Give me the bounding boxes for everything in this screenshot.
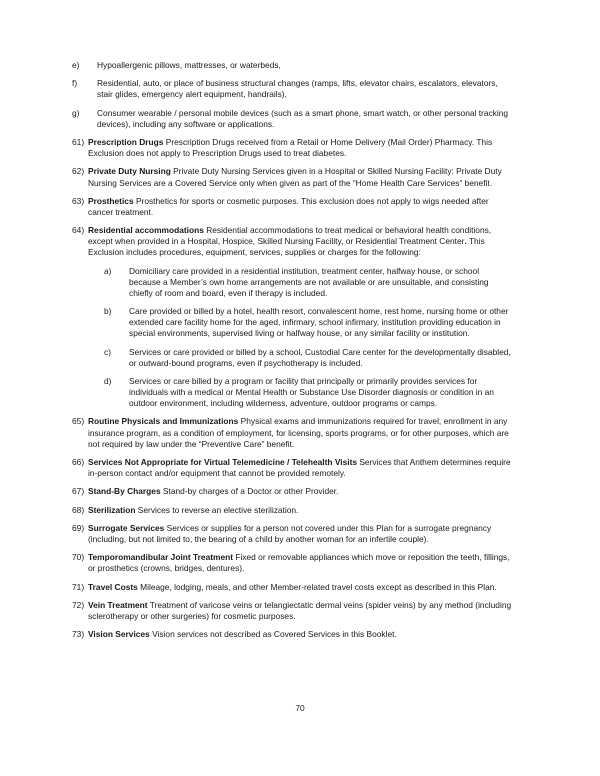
page-content	[72, 60, 512, 648]
exclusion-term: Residential accommodations	[88, 225, 204, 236]
list-item	[72, 78, 512, 100]
exclusion-term: Routine Physicals and Immunizations	[88, 416, 239, 427]
exclusion-item-69	[72, 523, 512, 545]
list-marker: 73)	[72, 629, 85, 640]
exclusion-item-61	[72, 137, 512, 159]
exclusion-term: Stand-By Charges	[88, 486, 161, 497]
exclusion-term: Surrogate Services	[88, 522, 165, 533]
exclusion-text-tail: This Exclusion includes procedures, equipment, services, supplies or charges for the following:	[88, 236, 485, 258]
list-item	[104, 306, 512, 339]
exclusion-term: Travel Costs	[88, 581, 138, 592]
list-item-text: Consumer wearable / personal mobile devices (such as a smart phone, smart watch, or other personal tracking devices), including any software or applications.	[97, 107, 509, 129]
list-marker: f)	[72, 78, 78, 89]
exclusion-term-tail: .	[464, 236, 467, 247]
exclusion-text: Fixed or removable appliances which move or reposition the teeth, fillings, or prosthetics (crowns, bridges, dentures).	[88, 552, 510, 574]
list-marker: 63)	[72, 195, 85, 206]
list-item-text: Domiciliary care provided in a residential institution, treatment center, halfway house, or school because a Member’s own home arrangements are not available or are unsuitable, and consisting chiefly of room and board, even if therapy is included.	[129, 265, 489, 298]
exclusion-text: Services that Anthem determines require in-person contact and/or equipment that cannot be provided remotely.	[88, 456, 511, 478]
exclusion-item-67	[72, 486, 512, 497]
list-item	[72, 60, 512, 71]
list-marker: 66)	[72, 456, 85, 467]
exclusion-term: Temporomandibular Joint Treatment	[88, 552, 234, 563]
list-marker: 68)	[72, 504, 85, 515]
list-item	[72, 108, 512, 130]
list-marker: 62)	[72, 166, 85, 177]
exclusion-term: Sterilization	[88, 504, 136, 515]
exclusion-text: Physical exams and immunizations required for travel, enrollment in any insurance program, as a condition of employment, for licensing, sports programs, or for other purposes, which are not required by law under the “Preventive Care” benefit.	[88, 416, 509, 449]
exclusion-item-66	[72, 457, 512, 479]
exclusion-text: Services or supplies for a person not covered under this Plan for a surrogate pregnancy (including, but not limited to, the bearing of a child by another woman for an infertile couple).	[88, 522, 492, 544]
exclusion-text: Private Duty Nursing Services given in a Hospital or Skilled Nursing Facility: Private Duty Nursing Services are a Covered Service only when given as part of the “Home Health Care Services” benefit.	[88, 166, 502, 188]
continuation-letter-list	[72, 60, 512, 130]
list-marker: 64)	[72, 225, 85, 236]
exclusion-term: Private Duty Nursing	[88, 166, 171, 177]
list-item-text: Residential, auto, or place of business structural changes (ramps, lifts, elevator chairs, escalators, elevators, stair glides, emergency alert equipment, handrails),	[97, 78, 498, 100]
list-marker: c)	[104, 346, 111, 357]
list-marker: 70)	[72, 552, 85, 563]
exclusion-item-73	[72, 629, 512, 640]
list-item-text: Care provided or billed by a hotel, health resort, convalescent home, rest home, nursing home or other extended care facility home for the aged, infirmary, school infirmary, institution providing education in special environments, supervised living or halfway house, or any similar facility or institution.	[129, 306, 509, 339]
exclusion-item-62	[72, 166, 512, 188]
exclusion-term: Prosthetics	[88, 195, 134, 206]
list-marker: 61)	[72, 137, 85, 148]
list-marker: 65)	[72, 416, 85, 427]
exclusion-term: Services Not Appropriate for Virtual Telemedicine / Telehealth Visits	[88, 456, 358, 467]
exclusion-item-68	[72, 505, 512, 516]
exclusion-text: Vision services not described as Covered Services in this Booklet.	[149, 629, 397, 640]
exclusion-text: Prosthetics for sports or cosmetic purposes. This exclusion does not apply to wigs needed after cancer treatment.	[88, 195, 489, 217]
list-item-text: Services or care billed by a program or facility that principally or primarily provides services for individuals with a medical or Mental Health or Substance Use Disorder diagnosis or condition in an outdoor environment, including wilderness, adventure, outdoor programs or camps.	[129, 375, 494, 409]
exclusion-item-63	[72, 196, 512, 218]
list-item-text: Hypoallergenic pillows, mattresses, or waterbeds,	[97, 60, 281, 70]
list-marker: 71)	[72, 581, 85, 592]
exclusion-text: Stand-by charges of a Doctor or other Provider.	[160, 486, 339, 497]
exclusion-text: Mileage, lodging, meals, and other Member-related travel costs except as described in this Plan.	[137, 581, 497, 592]
exclusion-term: Prescription Drugs	[88, 137, 164, 148]
exclusion-64-subitems	[104, 266, 512, 410]
exclusion-text: Services to reverse an elective sterilization.	[135, 504, 299, 515]
exclusions-list	[72, 137, 512, 640]
list-marker: 69)	[72, 522, 85, 533]
exclusion-item-70	[72, 552, 512, 574]
list-item-text: Services or care provided or billed by a school, Custodial Care center for the developmentally disabled, or outward-bound programs, even if psychotherapy is included.	[129, 346, 511, 368]
list-marker: 67)	[72, 486, 85, 497]
exclusion-text: Prescription Drugs received from a Retail or Home Delivery (Mail Order) Pharmacy. This Exclusion does not apply to Prescription Drugs used to treat diabetes.	[88, 137, 493, 159]
exclusion-item-71	[72, 582, 512, 593]
exclusion-term: Vein Treatment	[88, 599, 148, 610]
page-number: 70	[295, 703, 305, 713]
list-marker: 72)	[72, 599, 85, 610]
list-item	[104, 347, 512, 369]
exclusion-item-72	[72, 600, 512, 622]
exclusion-text: Residential accommodations to treat medical or behavioral health conditions, except when provided in a Hospital, Hospice, Skilled Nursing Facility, or Residential Treatment Center	[88, 225, 492, 247]
exclusion-item-65	[72, 416, 512, 449]
exclusion-item-64	[72, 225, 512, 409]
exclusion-text: Treatment of varicose veins or telangiectatic dermal veins (spider veins) by any method (including sclerotherapy or other surgeries) for cosmetic purposes.	[88, 599, 512, 621]
exclusion-term: Vision Services	[88, 629, 150, 640]
list-marker: b)	[104, 306, 112, 317]
list-item	[104, 376, 512, 409]
list-marker: e)	[72, 60, 80, 70]
list-marker: d)	[104, 375, 112, 386]
list-marker: a)	[104, 265, 112, 276]
list-marker: g)	[72, 107, 80, 118]
list-item	[104, 266, 512, 299]
